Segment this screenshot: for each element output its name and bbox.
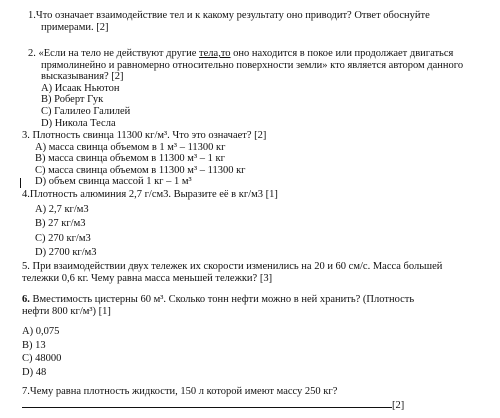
q3-option-b: B) масса свинца объемом в 11300 м³ – 1 кг [35, 153, 225, 165]
q5-text-line-2: тележки 0,6 кг. Чему равна масса меньшей тележки? [3] [22, 272, 273, 284]
q1-text-line-2: примерами. [2] [41, 21, 109, 33]
q4-option-c: C) 270 кг/м3 [35, 232, 91, 244]
q7-mark: [2] [392, 399, 405, 411]
q6-text-line-2: нефти 800 кг/м³) [1] [22, 305, 111, 317]
q2-text-end: оно находится в покое или продолжает двигаться [230, 48, 454, 59]
q3-option-a: A) масса свинца объемом в 1 м³ – 11300 кг [35, 141, 226, 153]
q2-underlined-text: тела,то [199, 48, 231, 59]
q2-option-b: B) Роберт Гук [41, 94, 104, 106]
q6-option-b: B) 13 [22, 339, 46, 351]
question-7 [22, 386, 404, 411]
q6-number: 6. [22, 294, 30, 305]
q3-text-line-1: 3. Плотность свинца 11300 кг/м³. Что это означает? [2] [22, 130, 267, 141]
q4-option-d: D) 2700 кг/м3 [35, 247, 97, 259]
q4-option-a: A) 2,7 кг/м3 [35, 203, 89, 215]
text-cursor [20, 178, 21, 188]
q2-text-line-2: прямолинейно и равномерно относительно поверхности земли» кто является автором данного [41, 59, 464, 71]
q2-text-line-1 [28, 48, 463, 60]
question-1 [28, 10, 430, 33]
q6-option-c: C) 48000 [22, 353, 62, 365]
q6-text-rest: Вместимость цистерны 60 м³. Сколько тонн нефти можно в ней хранить? (Плотность [29, 294, 415, 305]
q2-text-line-3: высказывания? [2] [41, 71, 124, 83]
question-2 [28, 48, 463, 129]
question-3 [22, 130, 266, 188]
q7-answer-line [22, 398, 404, 412]
q3-option-d: D) объем свинца массой 1 кг – 1 м³ [35, 176, 192, 188]
q6-text-line-1 [22, 294, 414, 306]
q7-text-line-1: 7.Чему равна плотность жидкости, 150 л которой имеют массу 250 кг? [22, 386, 338, 397]
q2-text-start: 2. «Если на тело не действуют другие [28, 48, 200, 59]
answer-blank-line[interactable] [22, 398, 392, 408]
question-5 [22, 261, 442, 284]
question-4 [22, 189, 278, 259]
q4-option-b: B) 27 кг/м3 [35, 218, 86, 230]
q2-option-d: D) Никола Тесла [41, 117, 116, 129]
q5-text-line-1: 5. При взаимодействии двух тележек их скорости изменились на 20 и 60 см/с. Масса большей [22, 261, 443, 272]
q1-text-line-1: 1.Что означает взаимодействие тел и к какому результату оно приводит? Ответ обоснуйте [28, 10, 430, 21]
q3-option-c: C) масса свинца объемом в 11300 м³ – 11300 кг [35, 164, 246, 176]
q6-option-d: D) 48 [22, 366, 47, 378]
q6-option-a: A) 0,075 [22, 326, 60, 338]
q4-text-line-1: 4.Плотность алюминия 2,7 г/см3. Выразите её в кг/м3 [1] [22, 189, 278, 200]
q2-option-c: C) Галилео Галилей [41, 105, 131, 117]
q2-option-a: A) Исаак Ньютон [41, 82, 120, 94]
question-6 [22, 294, 414, 379]
